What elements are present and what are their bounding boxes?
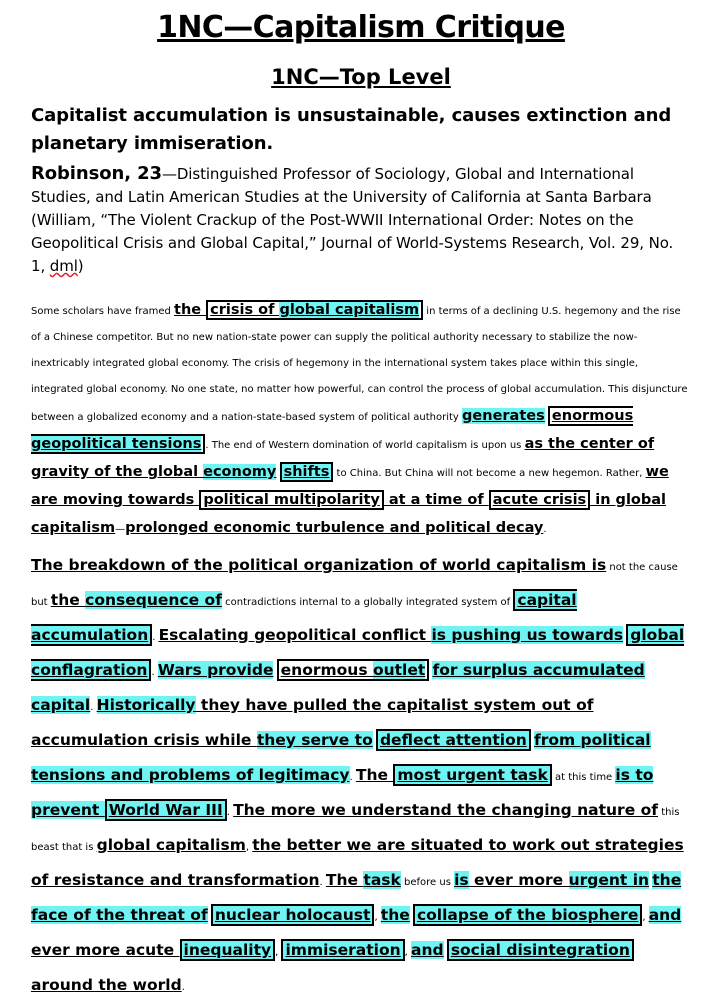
text-run: nuclear holocaust (211, 904, 375, 926)
text-run: task (363, 871, 401, 889)
text-run: around the world (31, 976, 182, 994)
page-title: 1NC—Capitalism Critique (157, 10, 565, 45)
text-run: generates (462, 408, 545, 424)
evidence-paragraph-1[interactable] (31, 297, 691, 543)
text-run: — (115, 524, 126, 535)
text-run: , (404, 947, 412, 958)
text-run: social disintegration (447, 939, 634, 961)
text-run: collapse of the biosphere (413, 904, 642, 926)
section-subtitle: 1NC—Top Level (271, 65, 451, 89)
text-run: acute crisis (489, 490, 590, 510)
card-tag[interactable]: Capitalist accumulation is unsustainable, causes extinction and planetary immiseration. (31, 105, 672, 154)
text-run: The (325, 871, 364, 889)
text-run: Some scholars have framed (31, 306, 175, 317)
text-run: tensions and problems of legitimacy (31, 766, 350, 784)
text-run: Escalating geopolitical conflict (158, 626, 432, 644)
text-run: Wars provide (157, 661, 274, 679)
text-run: . (319, 877, 326, 888)
text-run: . (543, 524, 547, 535)
text-run: shifts (280, 462, 334, 482)
text-run: The breakdown of the political organization of world capitalism is (31, 556, 607, 574)
text-run: , (374, 912, 381, 923)
text-run: enormous geopolitical tensions (31, 408, 634, 452)
text-run: , (642, 912, 649, 923)
text-run: crisis of global capitalism (206, 300, 423, 320)
text-run: The more we understand the changing nature of (233, 801, 659, 819)
citation-author: Robinson, 23 (31, 163, 162, 184)
text-run: ever more (468, 871, 569, 889)
citation-close: ) (77, 257, 84, 275)
text-run: in terms of a declining U.S. hegemony and the rise of a Chinese competitor. But no new nation-state power can supply the political authority necessary to stabilize the now-inextricably integrated global economy. The crisis of hegemony in the international system takes place within this single, integrated global economy. No one state, no matter how powerful, can control the process of global accumulation. This disjuncture between a globalized economy and a nation-state-based system of political authority (31, 306, 688, 423)
text-run: and (411, 941, 444, 959)
text-run: enormous outlet (277, 659, 430, 681)
text-run: urgent in (568, 871, 650, 889)
text-run: . (181, 982, 185, 993)
text-run: at a time of (383, 492, 489, 508)
text-run: . (152, 632, 159, 643)
text-run: prolonged economic turbulence and political decay (125, 520, 544, 536)
text-run: at this time (551, 772, 616, 783)
citation-initials: dml (49, 257, 78, 275)
text-run: is to prevent (31, 766, 654, 819)
text-run: this beast that is (31, 807, 680, 853)
text-run: is pushing us towards (431, 626, 624, 644)
text-run: ever more acute (31, 941, 180, 959)
text-run: inequality (180, 939, 276, 961)
text-run: they serve to (256, 731, 373, 749)
text-run: we are moving towards (31, 464, 669, 508)
text-run: in global capitalism (31, 492, 667, 536)
text-run: economy (203, 464, 277, 480)
text-run: deflect attention (376, 729, 531, 751)
text-run: Historically (96, 696, 196, 714)
text-run: the better we are situated to work out strategies of resistance and transformation (31, 836, 684, 889)
text-run: , (275, 947, 282, 958)
text-run: . The end of Western domination of world capitalism is upon us (205, 440, 525, 451)
text-run: . (349, 772, 356, 783)
text-run: the (380, 906, 410, 924)
text-run: before us (400, 877, 455, 888)
text-run: the face of the threat of (31, 871, 682, 924)
text-run: . (90, 702, 97, 713)
text-run: . (226, 807, 234, 818)
text-run: the (50, 591, 86, 609)
text-run: to China. But China will not become a new hegemon. Rather, (333, 468, 646, 479)
document-page (31, 0, 691, 1004)
text-run: The (355, 766, 394, 784)
text-run: the (174, 302, 207, 318)
text-run: . (151, 667, 158, 678)
text-run: not the cause but (31, 562, 678, 608)
evidence-paragraph-2[interactable] (31, 549, 691, 1004)
text-run: World War III (105, 799, 227, 821)
text-run: capital accumulation (31, 591, 577, 644)
text-run: immiseration (281, 939, 404, 961)
text-run: global conflagration (31, 626, 685, 679)
citation-details: —Distinguished Professor of Sociology, Global and International Studies, and Latin American Studies at the University of California at Santa Barbara (William, “The Violent Crackup of the Post-WWII International Order: Notes on the Geopolitical Crisis and Global Capital,” Journal of World-Systems Research, Vol. 29, No. 1, (31, 165, 674, 275)
text-run: most urgent task (393, 764, 551, 786)
text-run: from political (533, 731, 651, 749)
text-run: global capitalism (96, 836, 246, 854)
text-run: political multipolarity (199, 490, 384, 510)
text-run: , (245, 842, 253, 853)
text-run: and (648, 906, 682, 924)
text-run: for surplus accumulated capital (31, 661, 645, 714)
citation (31, 162, 691, 278)
text-run: as the center of gravity of the global (31, 436, 655, 480)
text-run: they have pulled the capitalist system out of accumulation crisis while (31, 696, 594, 749)
text-run: consequence of (85, 591, 222, 609)
text-run: is (454, 871, 469, 889)
text-run: contradictions internal to a globally integrated system of (221, 597, 514, 608)
